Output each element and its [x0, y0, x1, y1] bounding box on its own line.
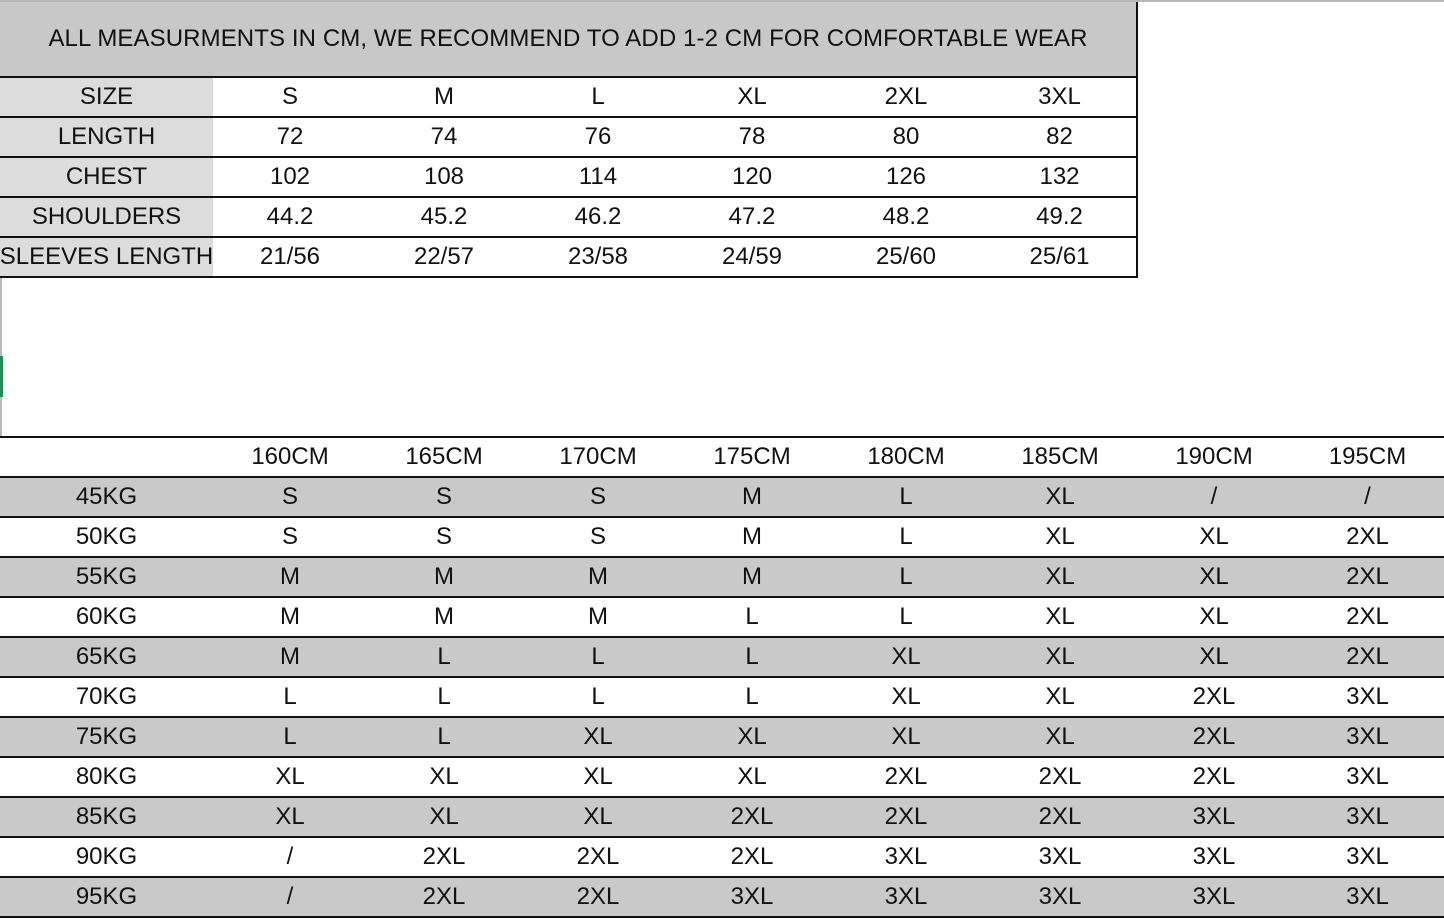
recommended-size: M: [675, 478, 831, 518]
measurement-value: 44.2: [213, 198, 369, 238]
weight-label: 60KG: [0, 598, 215, 638]
measurement-value: 2XL: [829, 78, 985, 118]
recommended-size: 3XL: [1137, 838, 1293, 878]
recommended-size: L: [675, 678, 831, 718]
measurement-value: 47.2: [675, 198, 831, 238]
measurement-value: 25/61: [983, 238, 1138, 278]
measurement-value: 132: [983, 158, 1138, 198]
recommended-size: L: [521, 638, 677, 678]
weight-label: 85KG: [0, 798, 215, 838]
recommended-size: XL: [675, 758, 831, 798]
recommended-size: L: [213, 678, 369, 718]
recommended-size: XL: [829, 678, 985, 718]
weight-label: 55KG: [0, 558, 215, 598]
recommended-size: 2XL: [521, 878, 677, 918]
recommended-size: XL: [983, 678, 1139, 718]
recommended-size: 2XL: [675, 838, 831, 878]
recommended-size: /: [1137, 478, 1293, 518]
recommended-size: 2XL: [1291, 518, 1444, 558]
recommended-size: 2XL: [367, 878, 523, 918]
recommended-size: L: [521, 678, 677, 718]
recommended-size: XL: [983, 718, 1139, 758]
weight-label: 45KG: [0, 478, 215, 518]
measurement-value: 126: [829, 158, 985, 198]
recommended-size: 2XL: [1137, 678, 1293, 718]
measurement-value: 102: [213, 158, 369, 198]
recommended-size: L: [829, 518, 985, 558]
measurement-value: 108: [367, 158, 523, 198]
weight-label: 70KG: [0, 678, 215, 718]
recommended-size: 3XL: [829, 878, 985, 918]
height-header: 195CM: [1291, 436, 1444, 478]
recommended-size: 2XL: [1137, 758, 1293, 798]
measurement-value: 120: [675, 158, 831, 198]
recommended-size: XL: [521, 718, 677, 758]
recommended-size: XL: [367, 758, 523, 798]
measurement-value: 82: [983, 118, 1138, 158]
recommended-size: XL: [213, 758, 369, 798]
height-header: 175CM: [675, 436, 831, 478]
recommended-size: M: [521, 598, 677, 638]
recommended-size: L: [829, 598, 985, 638]
recommended-size: XL: [1137, 518, 1293, 558]
measurement-label: SLEEVES LENGTH: [0, 238, 215, 278]
recommended-size: 2XL: [1291, 558, 1444, 598]
weight-label: 80KG: [0, 758, 215, 798]
recommended-size: /: [213, 838, 369, 878]
recommended-size: 3XL: [1291, 718, 1444, 758]
recommended-size: M: [521, 558, 677, 598]
weight-label: 50KG: [0, 518, 215, 558]
recommended-size: 3XL: [983, 878, 1139, 918]
recommended-size: 2XL: [1291, 638, 1444, 678]
height-header: 170CM: [521, 436, 677, 478]
recommended-size: L: [829, 558, 985, 598]
recommended-size: 3XL: [1291, 678, 1444, 718]
recommended-size: 3XL: [1291, 838, 1444, 878]
recommended-size: M: [367, 598, 523, 638]
measurement-value: S: [213, 78, 369, 118]
recommended-size: 2XL: [1137, 718, 1293, 758]
measurement-label: LENGTH: [0, 118, 215, 158]
recommended-size: 2XL: [1291, 598, 1444, 638]
recommended-size: S: [213, 478, 369, 518]
recommended-size: XL: [829, 718, 985, 758]
recommended-size: XL: [521, 798, 677, 838]
recommended-size: /: [213, 878, 369, 918]
recommended-size: XL: [983, 558, 1139, 598]
measurement-value: 114: [521, 158, 677, 198]
recommended-size: XL: [1137, 558, 1293, 598]
recommended-size: M: [367, 558, 523, 598]
recommended-size: M: [213, 638, 369, 678]
recommended-size: XL: [983, 638, 1139, 678]
measurement-value: L: [521, 78, 677, 118]
recommended-size: 2XL: [983, 798, 1139, 838]
measurement-value: 24/59: [675, 238, 831, 278]
height-header: 185CM: [983, 436, 1139, 478]
height-header: 180CM: [829, 436, 985, 478]
measurement-label: SIZE: [0, 78, 215, 118]
height-header: 160CM: [213, 436, 369, 478]
recommended-size: XL: [1137, 638, 1293, 678]
recommended-size: 3XL: [1137, 798, 1293, 838]
measurement-value: 45.2: [367, 198, 523, 238]
recommended-size: 3XL: [829, 838, 985, 878]
recommended-size: 2XL: [829, 758, 985, 798]
measurement-value: M: [367, 78, 523, 118]
selection-marker: [0, 356, 3, 397]
recommended-size: 3XL: [1291, 758, 1444, 798]
recommended-size: M: [675, 518, 831, 558]
recommended-size: 2XL: [983, 758, 1139, 798]
weight-label: 65KG: [0, 638, 215, 678]
recommended-size: L: [675, 638, 831, 678]
recommended-size: L: [829, 478, 985, 518]
measurement-value: 23/58: [521, 238, 677, 278]
weight-label: 90KG: [0, 838, 215, 878]
recommended-size: L: [367, 718, 523, 758]
recommended-size: /: [1291, 478, 1444, 518]
weight-label: 75KG: [0, 718, 215, 758]
recommended-size: XL: [983, 518, 1139, 558]
recommended-size: S: [367, 478, 523, 518]
measurement-label: SHOULDERS: [0, 198, 215, 238]
recommended-size: 2XL: [675, 798, 831, 838]
measurement-value: 76: [521, 118, 677, 158]
recommended-size: 3XL: [675, 878, 831, 918]
recommended-size: 2XL: [521, 838, 677, 878]
recommended-size: XL: [521, 758, 677, 798]
recommended-size: M: [213, 558, 369, 598]
recommended-size: L: [367, 678, 523, 718]
measurement-value: 25/60: [829, 238, 985, 278]
recommended-size: 3XL: [1291, 878, 1444, 918]
recommended-size: L: [675, 598, 831, 638]
measurement-value: 74: [367, 118, 523, 158]
height-header: 165CM: [367, 436, 523, 478]
recommended-size: 3XL: [1137, 878, 1293, 918]
measurement-label: CHEST: [0, 158, 215, 198]
recommended-size: XL: [983, 598, 1139, 638]
recommended-size: S: [521, 478, 677, 518]
recommended-size: XL: [367, 798, 523, 838]
recommended-size: XL: [983, 478, 1139, 518]
recommended-size: XL: [1137, 598, 1293, 638]
weight-label: 95KG: [0, 878, 215, 918]
measurement-value: 22/57: [367, 238, 523, 278]
recommended-size: S: [521, 518, 677, 558]
measurement-value: 72: [213, 118, 369, 158]
recommended-size: 3XL: [983, 838, 1139, 878]
recommended-size: L: [367, 638, 523, 678]
recommended-size: XL: [213, 798, 369, 838]
measurement-value: 49.2: [983, 198, 1138, 238]
recommended-size: XL: [829, 638, 985, 678]
recommended-size: 3XL: [1291, 798, 1444, 838]
measurement-value: 48.2: [829, 198, 985, 238]
measurement-value: 21/56: [213, 238, 369, 278]
measurement-value: 3XL: [983, 78, 1138, 118]
recommended-size: 2XL: [367, 838, 523, 878]
recommended-size: S: [367, 518, 523, 558]
measurement-value: 80: [829, 118, 985, 158]
recommended-size: 2XL: [829, 798, 985, 838]
recommended-size: S: [213, 518, 369, 558]
measurement-value: XL: [675, 78, 831, 118]
recommended-size: M: [675, 558, 831, 598]
recommendation-corner: [0, 436, 215, 478]
height-header: 190CM: [1137, 436, 1293, 478]
recommended-size: L: [213, 718, 369, 758]
measurement-value: 46.2: [521, 198, 677, 238]
measurement-value: 78: [675, 118, 831, 158]
measurements-title: ALL MEASURMENTS IN CM, WE RECOMMEND TO ADD 1-2 CM FOR COMFORTABLE WEAR: [0, 2, 1138, 78]
recommended-size: XL: [675, 718, 831, 758]
recommended-size: M: [213, 598, 369, 638]
